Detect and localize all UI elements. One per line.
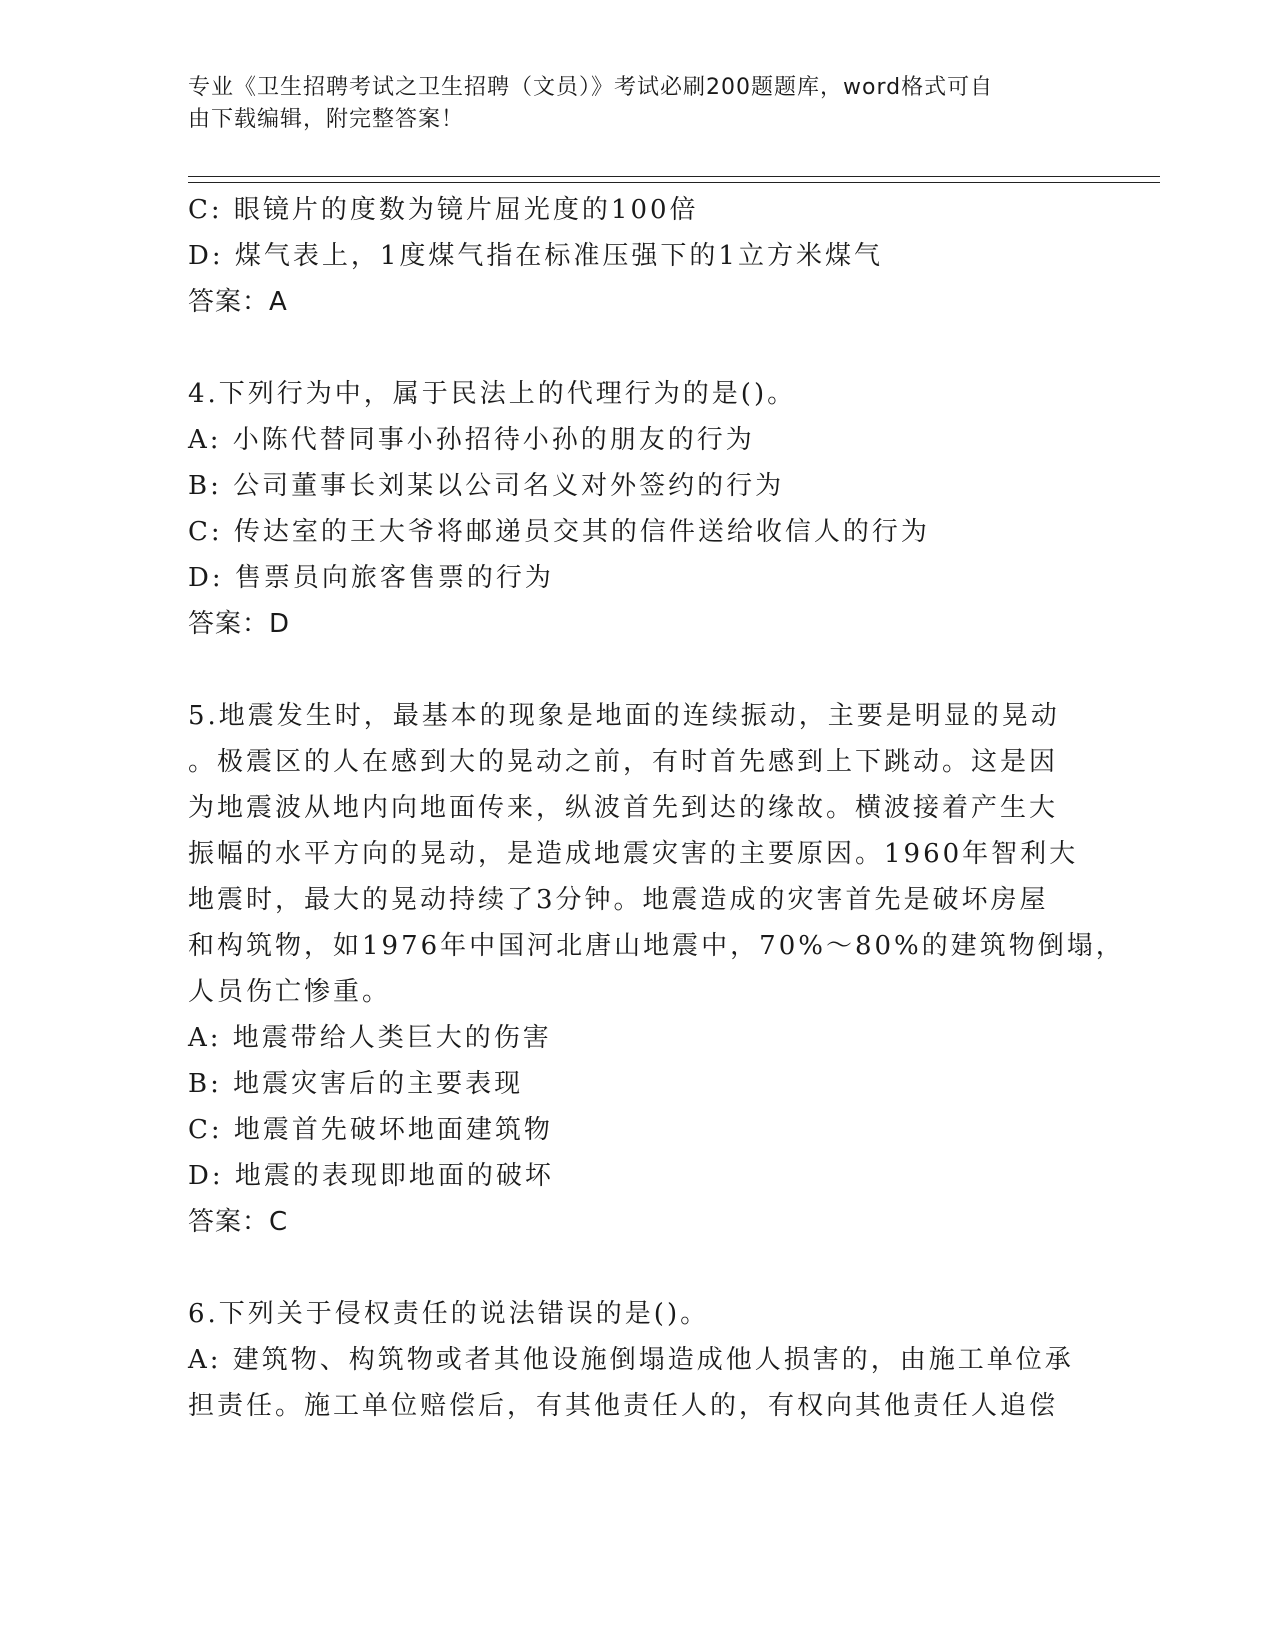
question-6 xyxy=(188,1291,1088,1429)
header-line-1: 专业《卫生招聘考试之卫生招聘（文员）》考试必刷200题题库，word格式可自 xyxy=(188,75,994,100)
spacer xyxy=(188,1245,1088,1291)
document-header xyxy=(188,72,1068,136)
spacer xyxy=(188,647,1088,693)
option-b: B: 地震灾害后的主要表现 xyxy=(188,1069,524,1099)
option-a-line: 担责任。施工单位赔偿后，有其他责任人的，有权向其他责任人追偿 xyxy=(188,1391,1059,1421)
header-line-2: 由下载编辑，附完整答案！ xyxy=(188,107,465,132)
question-text-line: 5.地震发生时，最基本的现象是地面的连续振动，主要是明显的晃动 xyxy=(188,701,1060,731)
spacer xyxy=(188,325,1088,371)
option-b: B: 公司董事长刘某以公司名义对外签约的行为 xyxy=(188,471,785,501)
option-a: A: 地震带给人类巨大的伤害 xyxy=(188,1023,552,1053)
question-4 xyxy=(188,371,1088,647)
question-text-line: 振幅的水平方向的晃动，是造成地震灾害的主要原因。1960年智利大 xyxy=(188,839,1079,869)
question-text-line: 人员伤亡惨重。 xyxy=(188,977,392,1007)
question-text-line: 。极震区的人在感到大的晃动之前，有时首先感到上下跳动。这是因 xyxy=(188,747,1059,777)
question-text: 6.下列关于侵权责任的说法错误的是()。 xyxy=(188,1299,710,1329)
question-5 xyxy=(188,693,1125,1245)
answer: 答案：A xyxy=(188,287,288,317)
option-a: A: 小陈代替同事小孙招待小孙的朋友的行为 xyxy=(188,425,755,455)
question-text-line: 为地震波从地内向地面传来，纵波首先到达的缘故。横波接着产生大 xyxy=(188,793,1059,823)
header-rule-top xyxy=(188,176,1160,177)
answer: 答案：D xyxy=(188,609,291,639)
question-text: 4.下列行为中，属于民法上的代理行为的是()。 xyxy=(188,379,797,409)
option-c: C: 传达室的王大爷将邮递员交其的信件送给收信人的行为 xyxy=(188,517,930,547)
header-rule-bottom xyxy=(188,182,1160,183)
option-d: D: 煤气表上，1度煤气指在标准压强下的1立方米煤气 xyxy=(188,241,883,271)
document-body xyxy=(188,187,1125,1429)
option-c: C: 地震首先破坏地面建筑物 xyxy=(188,1115,553,1145)
question-3-tail xyxy=(188,187,1088,325)
option-a-line: A: 建筑物、构筑物或者其他设施倒塌造成他人损害的，由施工单位承 xyxy=(188,1345,1074,1375)
option-d: D: 售票员向旅客售票的行为 xyxy=(188,563,554,593)
answer: 答案：C xyxy=(188,1207,289,1237)
question-text-line: 地震时，最大的晃动持续了3分钟。地震造成的灾害首先是破坏房屋 xyxy=(188,885,1049,915)
option-c: C: 眼镜片的度数为镜片屈光度的100倍 xyxy=(188,195,699,225)
option-d: D: 地震的表现即地面的破坏 xyxy=(188,1161,554,1191)
question-text-line: 和构筑物，如1976年中国河北唐山地震中，70%～80%的建筑物倒塌， xyxy=(188,931,1125,961)
